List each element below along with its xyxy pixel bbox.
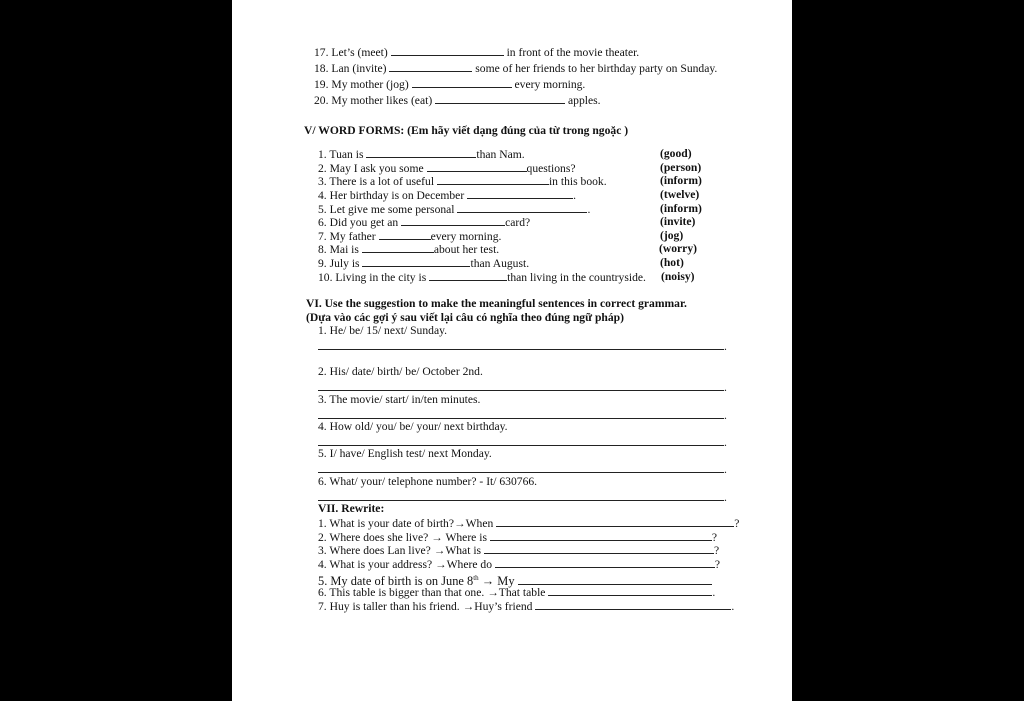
item-number: 17. (314, 46, 329, 59)
item-end: ? (734, 517, 740, 530)
list-item (318, 516, 739, 531)
answer-blank[interactable] (429, 270, 507, 281)
list-item (314, 61, 717, 76)
list-item (318, 475, 537, 489)
item-lead: What is (445, 544, 482, 557)
answer-blank[interactable] (535, 599, 731, 610)
period-mark: . (724, 340, 727, 353)
arrow-icon: → (435, 558, 447, 571)
item-prompt: How old/ you/ be/ your/ next birthday. (329, 420, 508, 433)
period-mark: . (724, 463, 727, 476)
item-number: 2. (318, 162, 327, 175)
answer-blank[interactable] (437, 174, 549, 185)
list-item (318, 393, 480, 407)
answer-line[interactable] (318, 349, 724, 350)
item-prompt: Let’s (meet) (331, 46, 388, 59)
item-prompt: My mother likes (eat) (331, 94, 433, 107)
item-prompt: Huy is taller than his friend. (329, 600, 460, 613)
answer-blank[interactable] (457, 202, 587, 213)
word-hint: (invite) (660, 215, 696, 228)
word-hint: (inform) (660, 202, 702, 215)
item-prompt: May I ask you some (329, 162, 424, 175)
list-item (318, 242, 499, 257)
section-heading-sentences: VI. Use the suggestion to make the meaningful sentences in correct grammar. (306, 297, 687, 310)
answer-blank[interactable] (401, 215, 505, 226)
section-subtitle: (Dựa vào các gợi ý sau viết lại câu có nghĩa theo đúng ngữ pháp) (306, 311, 624, 324)
period-mark: . (724, 491, 727, 504)
word-hint: (noisy) (661, 270, 695, 283)
arrow-icon: → (487, 586, 499, 599)
item-number: 3. (318, 393, 327, 406)
answer-line[interactable] (318, 500, 724, 501)
ordinal-suffix: th (473, 574, 479, 582)
item-prompt: What is your address? (329, 558, 433, 571)
item-prompt: Living in the city is (335, 271, 427, 284)
word-hint: (hot) (660, 256, 684, 269)
item-rest: about her test. (433, 243, 500, 256)
period-mark: . (724, 409, 727, 422)
section-instruction: Em hãy viết dạng đúng của từ trong ngoặc ) (411, 124, 629, 137)
item-end: ? (713, 544, 720, 557)
list-item (318, 215, 530, 230)
item-rest: in this book. (548, 175, 607, 188)
list-item (318, 447, 492, 461)
answer-line[interactable] (318, 445, 724, 446)
answer-blank[interactable] (379, 229, 431, 240)
item-number: 7. (318, 600, 327, 613)
item-number: 4. (318, 420, 327, 433)
item-rest: card? (505, 216, 531, 229)
word-hint: (person) (660, 161, 702, 174)
item-rest: questions? (526, 162, 576, 175)
word-hint: (jog) (660, 229, 684, 242)
item-lead: That table (498, 586, 546, 599)
item-prompt: July is (329, 257, 360, 270)
list-item (314, 93, 601, 108)
answer-blank[interactable] (548, 585, 712, 596)
item-rest: every morning. (430, 230, 502, 243)
answer-blank[interactable] (467, 188, 573, 199)
item-rest: apples. (568, 94, 601, 107)
item-prompt: Tuan is (329, 148, 364, 161)
worksheet-page (232, 0, 792, 701)
period-mark: . (724, 381, 727, 394)
item-number: 19. (314, 78, 329, 91)
item-number: 9. (318, 257, 327, 270)
arrow-icon: → (462, 600, 475, 613)
arrow-icon: → (433, 544, 446, 557)
item-prompt: The movie/ start/ in/ten minutes. (329, 393, 481, 406)
answer-blank[interactable] (412, 77, 512, 88)
item-number: 5. (318, 203, 327, 216)
item-rest: in front of the movie theater. (506, 46, 640, 59)
answer-blank[interactable] (435, 93, 565, 104)
item-rest: than August. (470, 257, 530, 270)
item-number: 3. (318, 544, 327, 557)
answer-line[interactable] (318, 418, 724, 419)
item-number: 1. (318, 324, 327, 337)
answer-blank[interactable] (391, 45, 504, 56)
item-lead: When (465, 517, 494, 530)
item-prompt: My father (329, 230, 376, 243)
answer-blank[interactable] (495, 557, 715, 568)
answer-blank[interactable] (366, 147, 476, 158)
item-number: 7. (318, 230, 327, 243)
item-number: 3. (318, 175, 327, 188)
item-number: 6. (318, 216, 327, 229)
list-item (318, 270, 646, 285)
item-number: 2. (318, 365, 327, 378)
answer-blank[interactable] (490, 530, 712, 541)
answer-blank[interactable] (427, 161, 527, 172)
word-hint: (twelve) (660, 188, 700, 201)
list-item (314, 45, 639, 60)
item-rest: every morning. (514, 78, 586, 91)
item-lead: Huy’s friend (474, 600, 533, 613)
section-heading-rewrite: VII. Rewrite: (318, 502, 385, 515)
item-prompt: Lan (invite) (331, 62, 387, 75)
item-number: 1. (318, 517, 327, 530)
answer-blank[interactable] (496, 516, 734, 527)
item-rest: some of her friends to her birthday party on Sunday. (475, 62, 718, 75)
word-hint: (good) (660, 147, 692, 160)
item-number: 5. (318, 574, 328, 589)
period-mark: . (724, 436, 727, 449)
list-item (318, 557, 720, 572)
item-number: 6. (318, 475, 327, 488)
item-prompt: Her birthday is on December (329, 189, 465, 202)
item-number: 20. (314, 94, 329, 107)
item-prompt: Let give me some personal (329, 203, 455, 216)
answer-line[interactable] (318, 390, 724, 391)
list-item (318, 420, 508, 434)
section-title: V/ WORD FORMS: ( (304, 124, 412, 137)
answer-line[interactable] (318, 472, 724, 473)
item-lead: Where do (446, 558, 492, 571)
item-prompt: My mother (jog) (331, 78, 409, 91)
item-end: . (712, 586, 716, 599)
answer-blank[interactable] (518, 574, 712, 585)
item-number: 5. (318, 447, 327, 460)
item-prompt: He/ be/ 15/ next/ Sunday. (329, 324, 448, 337)
item-number: 4. (318, 189, 327, 202)
item-rest: than Nam. (476, 148, 525, 161)
item-prompt: His/ date/ birth/ be/ October 2nd. (329, 365, 483, 378)
item-rest: . (573, 189, 576, 202)
arrow-icon: → (431, 531, 443, 544)
list-item (318, 174, 607, 189)
list-item (318, 585, 715, 600)
list-item (318, 256, 529, 271)
list-item (318, 599, 734, 614)
list-item (314, 77, 585, 92)
item-prompt: This table is bigger than that one. (329, 586, 485, 599)
item-prompt: Where does she live? (329, 531, 429, 544)
arrow-icon: → (454, 517, 466, 530)
answer-blank[interactable] (362, 242, 434, 253)
answer-blank[interactable] (484, 543, 714, 554)
item-prompt: Where does Lan live? (329, 544, 431, 557)
answer-blank[interactable] (389, 61, 472, 72)
item-rest: . (587, 203, 591, 216)
item-prompt: Mai is (329, 243, 359, 256)
list-item (318, 324, 447, 338)
item-prompt: What is your date of birth? (329, 517, 454, 530)
word-hint: (worry) (659, 242, 697, 255)
word-hint: (inform) (660, 174, 702, 187)
item-number: 6. (318, 586, 327, 599)
item-number: 4. (318, 558, 327, 571)
item-prompt: There is a lot of useful (329, 175, 435, 188)
item-number: 10. (318, 271, 333, 284)
list-item (318, 147, 525, 162)
item-prompt: My date of birth is on June 8 (330, 574, 474, 589)
item-lead: Where is (445, 531, 487, 544)
arrow-icon: → (481, 574, 495, 589)
item-end: ? (714, 558, 721, 571)
item-prompt: What/ your/ telephone number? - It/ 630766. (329, 475, 538, 488)
item-prompt: I/ have/ English test/ next Monday. (329, 447, 492, 460)
item-lead: My (497, 574, 515, 589)
item-prompt: Did you get an (329, 216, 399, 229)
list-item (318, 543, 719, 558)
list-item (318, 188, 576, 203)
item-end: ? (711, 531, 718, 544)
list-item (318, 365, 483, 379)
item-number: 1. (318, 148, 327, 161)
item-number: 8. (318, 243, 327, 256)
item-number: 18. (314, 62, 329, 75)
answer-blank[interactable] (362, 256, 470, 267)
item-end: . (731, 600, 735, 613)
item-rest: than living in the countryside. (507, 271, 646, 284)
item-number: 2. (318, 531, 327, 544)
section-heading-word-forms (304, 124, 628, 138)
